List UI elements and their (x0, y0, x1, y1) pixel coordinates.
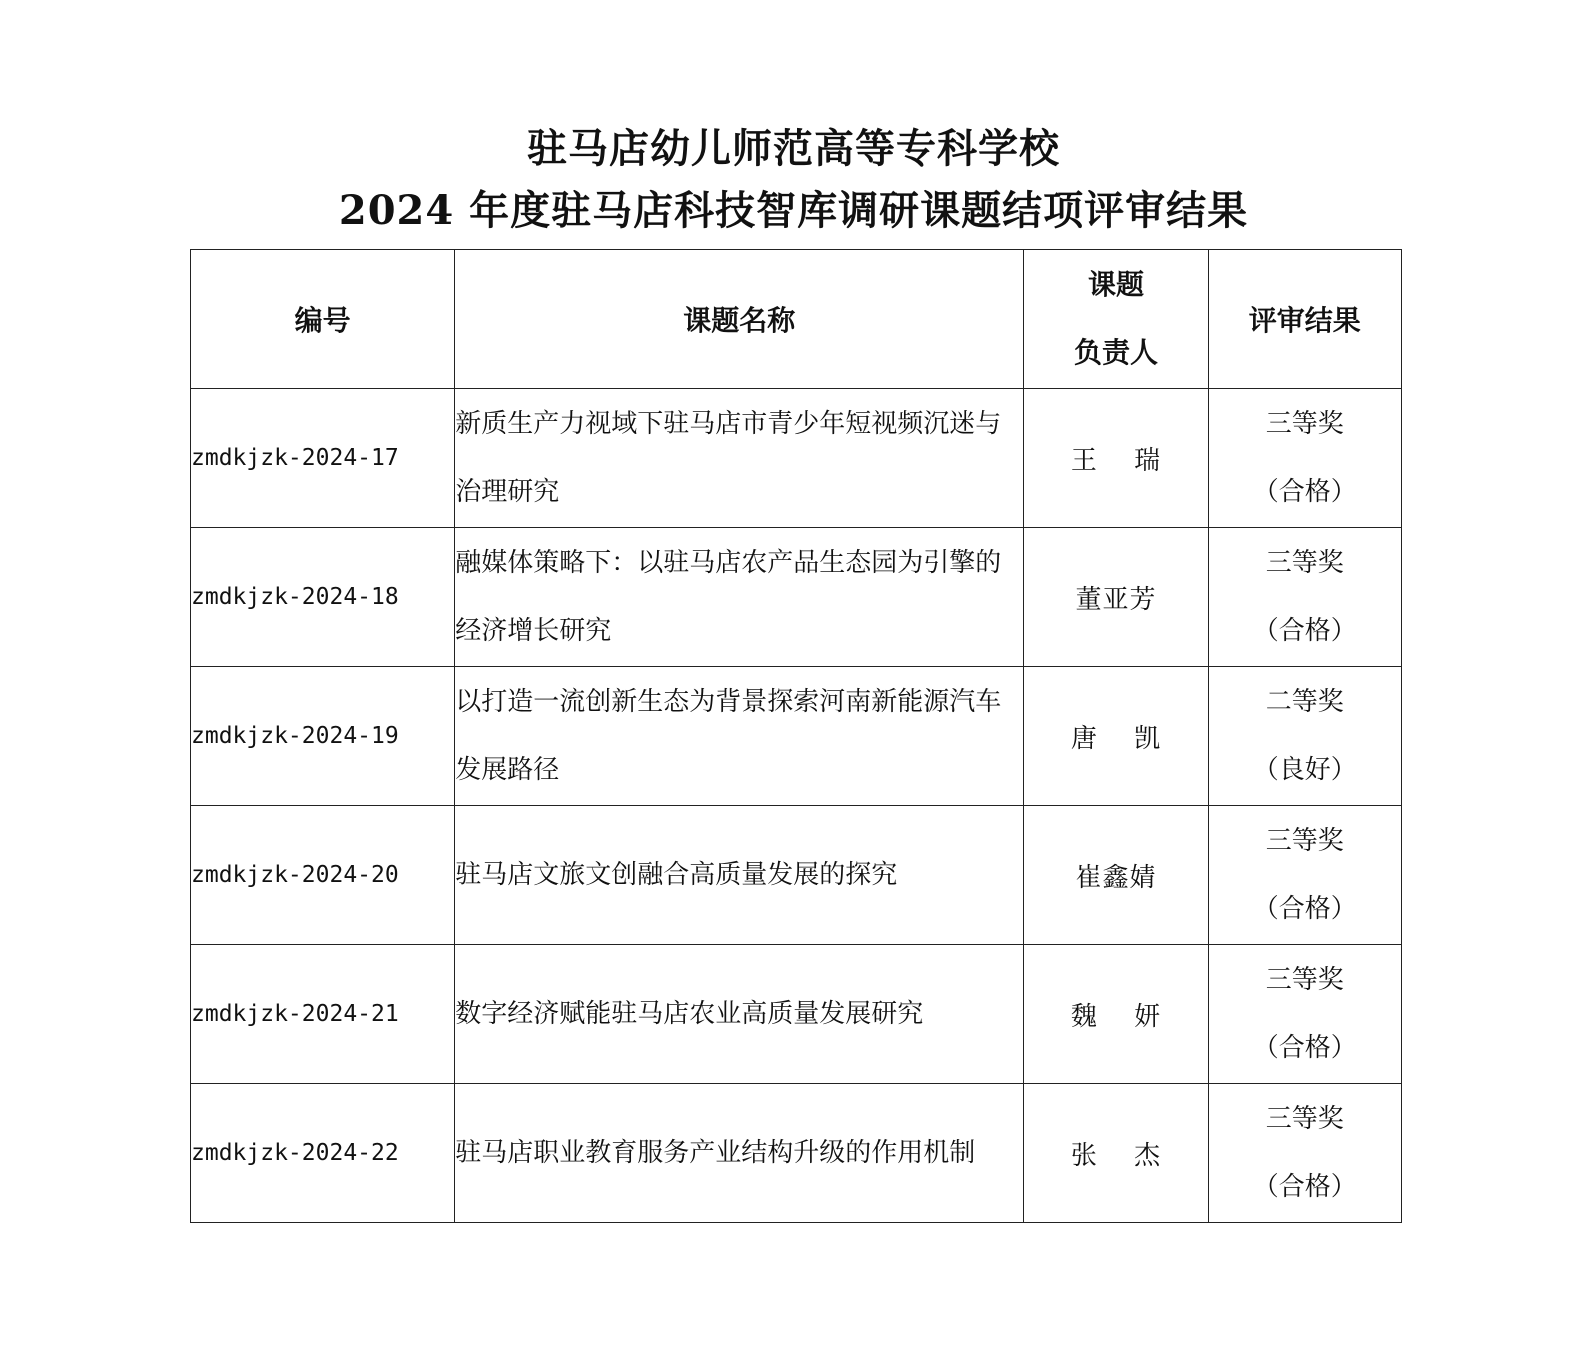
project-leader: 王 瑞 (1024, 389, 1208, 528)
project-topic: 数字经济赋能驻马店农业高质量发展研究 (455, 945, 1024, 1084)
table-row (191, 1084, 1402, 1223)
project-leader: 张 杰 (1024, 1084, 1208, 1223)
review-results-table (190, 249, 1402, 1223)
title-line-1: 驻马店幼儿师范高等专科学校 (527, 125, 1060, 172)
review-result (1208, 389, 1401, 528)
award-level: 三等奖 (1265, 548, 1344, 578)
award-level: 二等奖 (1265, 687, 1344, 717)
review-result (1208, 945, 1401, 1084)
title-line-2: 2024 年度驻马店科技智库调研课题结项评审结果 (338, 187, 1249, 234)
review-result (1208, 1084, 1401, 1223)
project-leader: 董亚芳 (1024, 528, 1208, 667)
grade-level: （合格） (1252, 616, 1357, 646)
project-topic: 以打造一流创新生态为背景探索河南新能源汽车发展路径 (455, 667, 1024, 806)
project-code: zmdkjzk-2024-20 (191, 806, 455, 945)
award-level: 三等奖 (1265, 826, 1344, 856)
project-topic: 新质生产力视域下驻马店市青少年短视频沉迷与治理研究 (455, 389, 1024, 528)
project-code: zmdkjzk-2024-18 (191, 528, 455, 667)
award-level: 三等奖 (1265, 965, 1344, 995)
table-row (191, 389, 1402, 528)
grade-level: （合格） (1252, 1172, 1357, 1202)
header-result: 评审结果 (1208, 250, 1401, 389)
review-result (1208, 667, 1401, 806)
review-result (1208, 528, 1401, 667)
header-leader (1024, 250, 1208, 389)
award-level: 三等奖 (1265, 1104, 1344, 1134)
table-row (191, 528, 1402, 667)
grade-level: （合格） (1252, 1033, 1357, 1063)
project-code: zmdkjzk-2024-19 (191, 667, 455, 806)
table-row (191, 806, 1402, 945)
project-leader: 崔鑫婧 (1024, 806, 1208, 945)
grade-level: （合格） (1252, 477, 1357, 507)
grade-level: （良好） (1252, 755, 1357, 785)
table-row (191, 945, 1402, 1084)
grade-level: （合格） (1252, 894, 1357, 924)
table-row (191, 667, 1402, 806)
project-topic: 驻马店文旅文创融合高质量发展的探究 (455, 806, 1024, 945)
project-leader: 魏 妍 (1024, 945, 1208, 1084)
project-code: zmdkjzk-2024-21 (191, 945, 455, 1084)
document-title (0, 118, 1587, 242)
header-leader-line-1: 课题 (1087, 268, 1144, 301)
award-level: 三等奖 (1265, 409, 1344, 439)
review-result (1208, 806, 1401, 945)
header-topic: 课题名称 (455, 250, 1024, 389)
table-header-row (191, 250, 1402, 389)
project-topic: 融媒体策略下：以驻马店农产品生态园为引擎的经济增长研究 (455, 528, 1024, 667)
header-code: 编号 (191, 250, 455, 389)
project-code: zmdkjzk-2024-22 (191, 1084, 455, 1223)
project-topic: 驻马店职业教育服务产业结构升级的作用机制 (455, 1084, 1024, 1223)
project-code: zmdkjzk-2024-17 (191, 389, 455, 528)
project-leader: 唐 凯 (1024, 667, 1208, 806)
header-leader-line-2: 负责人 (1073, 336, 1158, 369)
